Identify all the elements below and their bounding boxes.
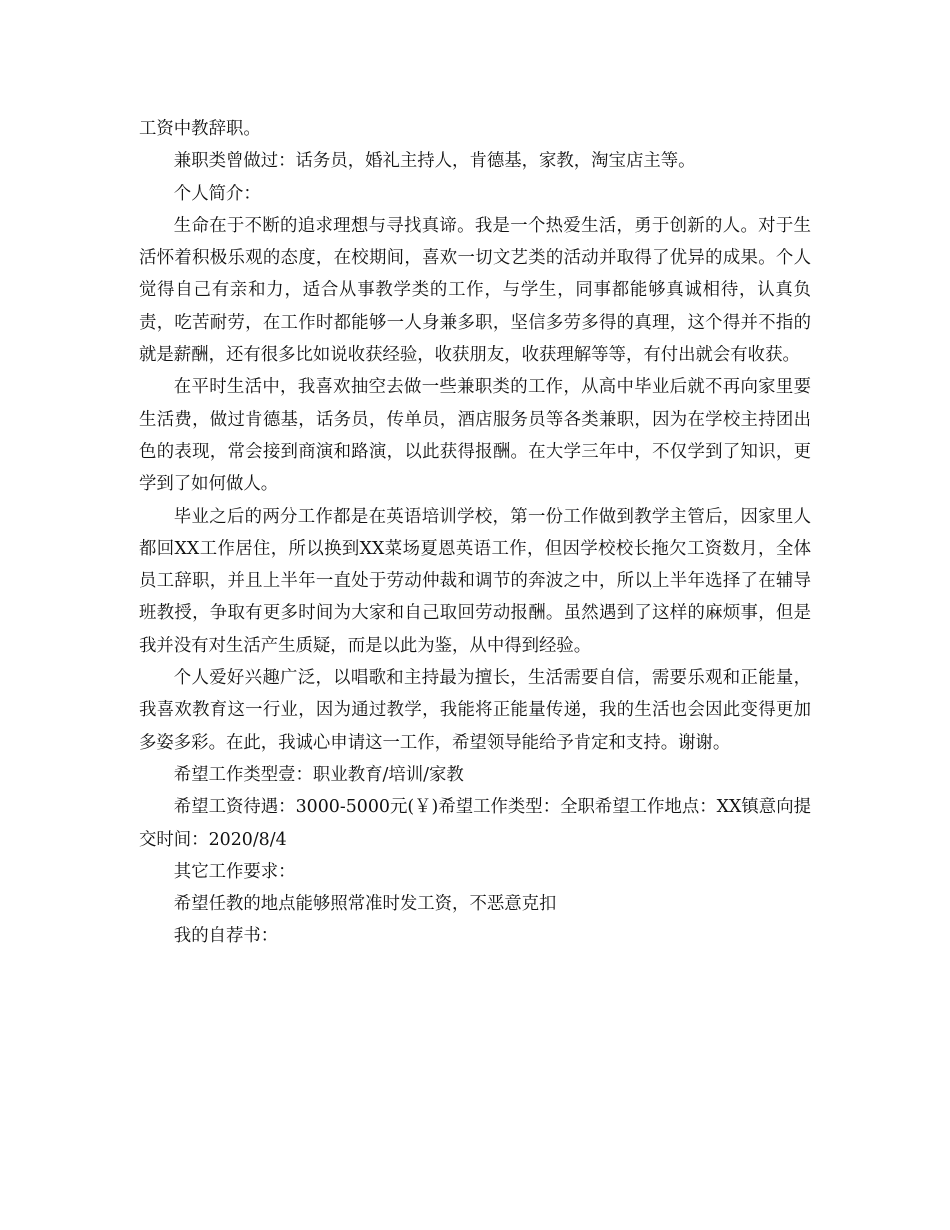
desired-salary-line: 希望工资待遇：3000-5000元(￥)希望工作类型：全职希望工作地点：XX镇意向提交时间：2020/8/4 [139,797,811,850]
other-requirements-text: 希望任教的地点能够照常准时发工资，不恶意克扣 [173,894,557,915]
document-body [139,113,811,953]
part-time-experience: 兼职类曾做过：话务员，婚礼主持人，肯德基，家教，淘宝店主等。 [173,151,696,172]
self-recommendation-heading: 我的自荐书： [173,926,279,947]
section-heading-profile: 个人简介： [173,183,261,204]
hobbies-paragraph: 个人爱好兴趣广泛，以唱歌和主持最为擅长，生活需要自信，需要乐观和正能量，我喜欢教育这一行业，因为通过教学，我能将正能量传递，我的生活也会因此变得更加多姿多彩。在此，我诚心申请这一工作，希望领导能给予肯定和支持。谢谢。 [139,668,811,753]
other-requirements-heading: 其它工作要求： [173,861,296,882]
profile-paragraph: 生命在于不断的追求理想与寻找真谛。我是一个热爱生活，勇于创新的人。对于生活怀着积极乐观的态度，在校期间，喜欢一切文艺类的活动并取得了优异的成果。个人觉得自己有亲和力，适合从事教学类的工作，与学生，同事都能够真诚相待，认真负责，吃苦耐劳，在工作时都能够一人身兼多职，坚信多劳多得的真理，这个得并不指的就是薪酬，还有很多比如说收获经验，收获朋友，收获理解等等，有付出就会有收获。 [139,215,811,366]
continuation-line: 工资中教辞职。 [139,119,261,139]
desired-job-type: 希望工作类型壹：职业教育/培训/家教 [173,764,464,785]
work-history-paragraph: 毕业之后的两分工作都是在英语培训学校，第一份工作做到教学主管后，因家里人都回XX工作居住，所以换到XX菜场夏恩英语工作，但因学校校长拖欠工资数月，全体员工辞职，并且上半年一直处于劳动仲裁和调节的奔波之中，所以上半年选择了在辅导班教授，争取有更多时间为大家和自己取回劳动报酬。虽然遇到了这样的麻烦事，但是我并没有对生活产生质疑，而是以此为鉴，从中得到经验。 [139,506,811,656]
part-time-paragraph: 在平时生活中，我喜欢抽空去做一些兼职类的工作，从高中毕业后就不再向家里要生活费，做过肯德基，话务员，传单员，酒店服务员等各类兼职，因为在学校主持团出色的表现，常会接到商演和路演，以此获得报酬。在大学三年中，不仅学到了知识，更学到了如何做人。 [139,377,811,495]
